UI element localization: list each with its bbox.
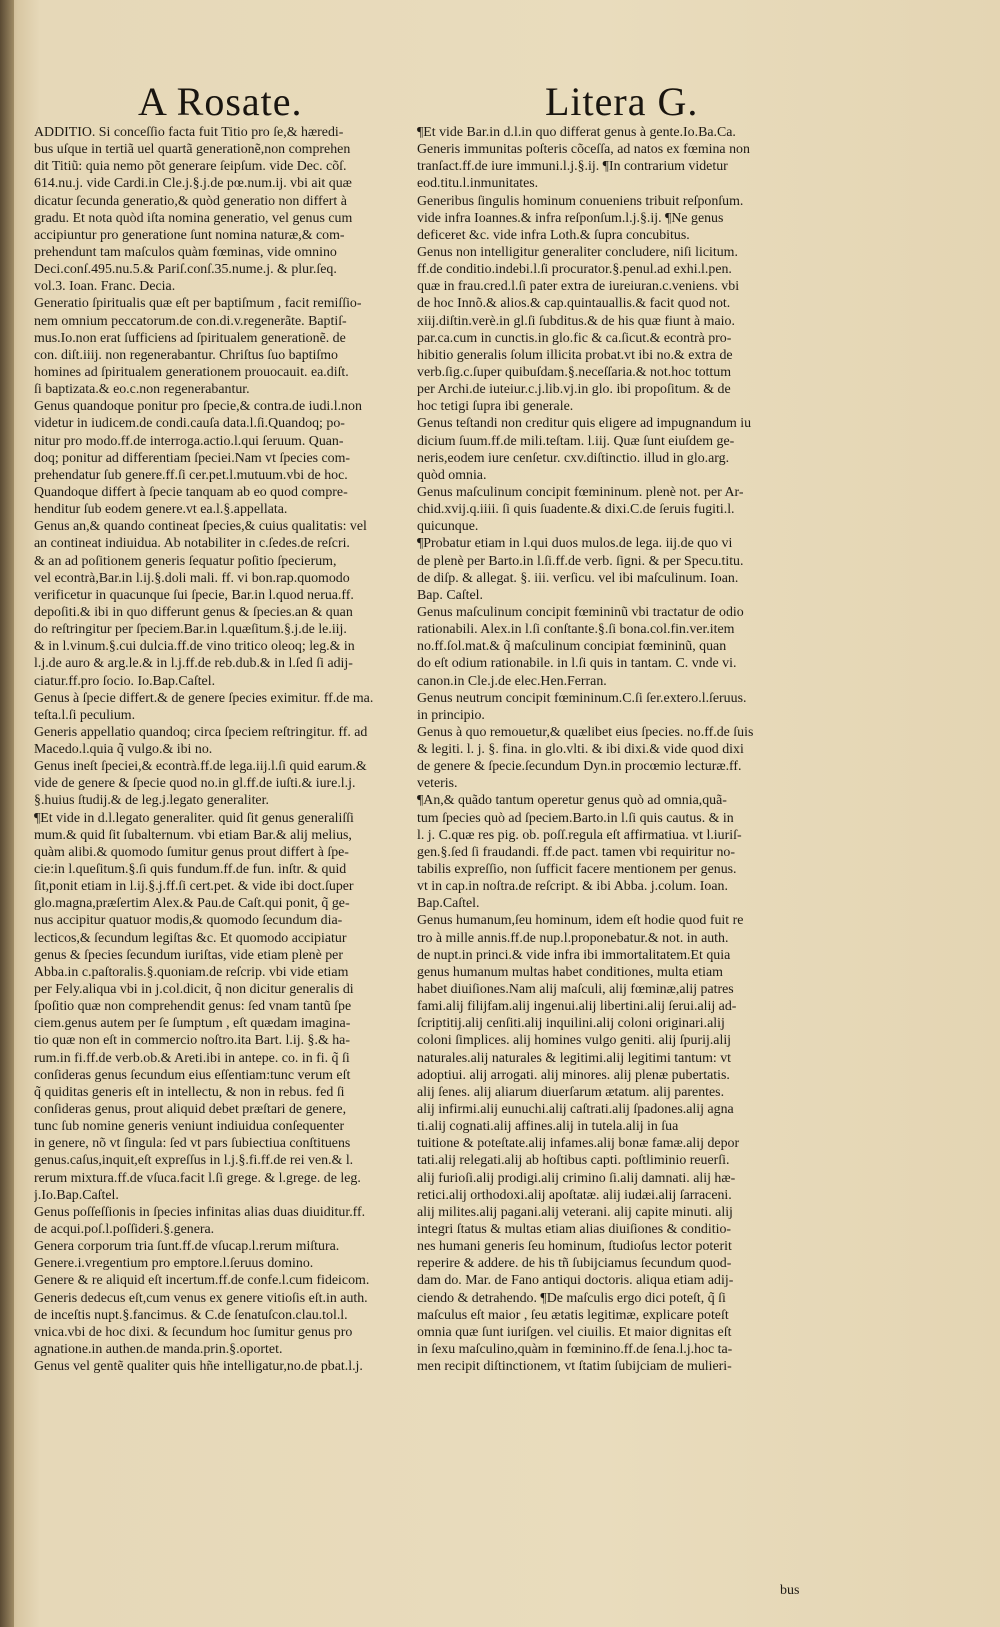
text-line: Generis immunitas poſteris cõceſſa, ad natos ex fœmina non bbox=[417, 142, 750, 158]
text-line: ciatur.ff.pro ſocio. Io.Bap.Caſtel. bbox=[34, 673, 216, 689]
text-line: ſpoſitio quæ non comprehendit genus: ſed vnam tantũ ſpe bbox=[34, 999, 352, 1015]
text-line: habet diuiſiones.Nam alij maſculi, alij fœminæ,alij patres bbox=[417, 982, 734, 998]
text-line: Genus neutrum concipit fœmininum.C.ſi ſer.extero.l.ſeruus. bbox=[417, 690, 747, 706]
text-line: Genus an,& quando contineat ſpecies,& cuius qualitatis: vel bbox=[34, 519, 367, 535]
text-line: Generatio ſpiritualis quæ eſt per baptiſmum , facit remiſſio- bbox=[34, 296, 362, 312]
text-line: Genus à quo remouetur,& quælibet eius ſpecies. no.ff.de ſuis bbox=[417, 724, 754, 740]
text-line: ciendo & detrahendo. ¶De maſculis ergo dici poteſt, q̃ ſi bbox=[417, 1290, 726, 1306]
text-line: vel econtrà,Bar.in l.ij.§.doli mali. ff. vi bon.rap.quomodo bbox=[34, 570, 350, 586]
text-line: alij infirmi.alij eunuchi.alij caſtrati.alij ſpadones.alij agna bbox=[417, 1102, 734, 1118]
text-line: Genus non intelligitur generaliter concludere, niſi licitum. bbox=[417, 244, 738, 260]
text-line: de nupt.in princi.& vide infra ibi immortalitatem.Et quia bbox=[417, 947, 731, 963]
text-line: deficeret &c. vide infra Loth.& ſupra concubitus. bbox=[417, 227, 690, 243]
text-line: alij furioſi.alij prodigi.alij crimino ſi.alij damnati. alij hæ- bbox=[417, 1170, 736, 1186]
text-line: dit Titiũ: quia nemo põt generare ſeipſum. vide Dec. cõſ. bbox=[34, 159, 347, 175]
text-line: de acqui.poſ.l.poſſideri.§.genera. bbox=[34, 1222, 215, 1237]
text-line: vol.3. Ioan. Franc. Decia. bbox=[34, 279, 176, 295]
text-line: glo.magna,præſertim Alex.& Pau.de Caſt.qui ponit, q̃ ge- bbox=[34, 896, 350, 912]
text-line: Genus humanum,ſeu hominum, idem eſt hodie quod fuit re bbox=[417, 913, 744, 929]
text-line: tunc ſub nomine generis veniunt indiuidua conſequenter bbox=[34, 1119, 345, 1135]
text-line: depoſiti.& ibi in quo differunt genus & ſpecies.an & quan bbox=[34, 604, 353, 620]
text-line: Genus teſtandi non creditur quis eligere ad impugnandum iu bbox=[417, 416, 752, 432]
text-line: eod.titu.l.inmunitates. bbox=[417, 176, 539, 192]
text-line: hoc tetigi ſupra ibi generale. bbox=[417, 399, 574, 415]
text-line: Genera corporum tria ſunt.ff.de vſucap.l.rerum miſtura. bbox=[34, 1239, 340, 1255]
text-line: Bap. Caſtel. bbox=[417, 587, 483, 603]
text-line: prehendunt tam maſculos quàm fœminas, vide omnino bbox=[34, 244, 337, 260]
text-line: ti.alij cognati.alij affines.alij in tutela.alij in ſua bbox=[417, 1119, 679, 1135]
text-line: ciem.genus autem per ſe ſumptum , eſt quædam imagina- bbox=[34, 1016, 351, 1032]
text-line: prehendatur ſub genere.ff.ſi cer.pet.l.mutuum.vbi de hoc. bbox=[34, 467, 348, 483]
text-line: de genere & ſpecie.ſecundum Dyn.in procœmio lecturæ.ff. bbox=[417, 759, 742, 775]
text-line: per Archi.de iuteiur.c.j.lib.vj.in glo. ibi propoſitum. & de bbox=[417, 382, 731, 398]
text-line: reperire & addere. de his tñ ſubijciamus ſecundum quod- bbox=[417, 1256, 732, 1272]
text-line: Genus à ſpecie differt.& de genere ſpecies eximitur. ff.de ma. bbox=[34, 690, 374, 706]
text-line: tum ſpecies quò ad ſpeciem.Barto.in l.ſi quis cautus. & in bbox=[417, 810, 734, 826]
text-line: chid.xvij.q.iiii. ſi quis ſuadente.& dixi.C.de ſeruis fugiti.l. bbox=[417, 502, 735, 518]
text-line: ſcriptitij.alij cenſiti.alij inquilini.alij coloni originari.alij bbox=[417, 1016, 725, 1032]
text-line: gradu. Et nota quòd iſta nomina generatio, vel genus cum bbox=[34, 210, 353, 226]
text-line: ADDITIO. Si conceſſio facta fuit Titio pro ſe,& hæredi- bbox=[34, 125, 344, 140]
text-line: canon.in Cle.j.de elec.Hen.Ferran. bbox=[417, 673, 607, 689]
text-line: Genus vel gentẽ qualiter quis hñe intelligatur,no.de pbat.l.j. bbox=[34, 1359, 363, 1375]
text-line: adoptiui. alij arrogati. alij minores. alij plenæ pubertatis. bbox=[417, 1067, 730, 1083]
catchword: bus bbox=[780, 1583, 800, 1598]
text-line: mum.& quid ſit ſubalternum. vbi etiam Bar.& alij melius, bbox=[34, 827, 352, 843]
text-line: Abba.in c.paſtoralis.§.quoniam.de reſcrip. vbi vide etiam bbox=[34, 964, 349, 980]
text-line: q̃ quiditas generis eſt in intellectu, & non in rebus. fed ſi bbox=[34, 1084, 345, 1100]
text-line: nitur pro modo.ff.de interroga.actio.l.qui ſeruum. Quan- bbox=[34, 433, 344, 449]
text-line: alij milites.alij pagani.alij veterani. alij capite minuti. alij bbox=[417, 1204, 733, 1220]
text-line: de inceſtis nupt.§.fancimus. & C.de ſenatuſcon.clau.tol.l. bbox=[34, 1307, 348, 1323]
text-line: ¶Et vide in d.l.legato generaliter. quid ſit genus generaliſſi bbox=[34, 810, 354, 826]
text-line: conſideras genus, prout aliquid debet præſtari de genere, bbox=[34, 1102, 347, 1118]
text-line: veteris. bbox=[417, 776, 458, 792]
text-line: §.huius ſtudij.& de leg.j.legato generaliter. bbox=[34, 793, 269, 809]
text-line: accipiuntur pro generatione ſunt nomina naturæ,& com- bbox=[34, 227, 345, 243]
text-line: in genere, nõ vt ſingula: ſed vt pars ſubiectiua conſtituens bbox=[34, 1136, 351, 1152]
text-line: nes humani generis ſeu hominum, ſtudioſus lector poterit bbox=[417, 1239, 732, 1255]
text-line: de plenè per Barto.in l.ſi.ff.de verb. ſigni. & per Specu.titu. bbox=[417, 553, 744, 569]
text-line: tuitione & poteſtate.alij infames.alij bonæ famæ.alij depor bbox=[417, 1136, 740, 1152]
right-column bbox=[417, 124, 864, 1375]
text-line: do eſt odium rationabile. in l.ſi quis in tantam. C. vnde vi. bbox=[417, 656, 737, 672]
text-line: ¶An,& quãdo tantum operetur genus quò ad omnia,quã- bbox=[417, 793, 727, 809]
text-line: vnica.vbi de hoc dixi. & ſecundum hoc ſumitur genus pro bbox=[34, 1324, 353, 1340]
text-line: mus.Io.non erat ſufficiens ad ſpiritualem generationẽ. de bbox=[34, 330, 346, 346]
text-line: Macedo.l.quia q̃ vulgo.& ibi no. bbox=[34, 742, 213, 758]
text-line: tro à mille annis.ff.de nup.l.proponebatur.& not. in auth. bbox=[417, 930, 729, 946]
text-line: Bap.Caſtel. bbox=[417, 896, 480, 912]
text-line: integri ſtatus & multas etiam alias diuiſiones & conditio- bbox=[417, 1222, 732, 1237]
text-line: Genere.i.vregentium pro emptore.l.ſeruus domino. bbox=[34, 1256, 314, 1272]
text-line: tati.alij relegati.alij ab hoſtibus capti. poſtliminio reuerſi. bbox=[417, 1153, 730, 1169]
text-line: verb.ſig.c.ſuper quibuſdam.§.neceſſaria.& not.hoc tottum bbox=[417, 364, 731, 380]
text-line: do reſtringitur per ſpeciem.Bar.in l.quæſitum.§.j.de le.iij. bbox=[34, 622, 347, 638]
text-line: verificetur in quacunque ſui ſpecie, Bar.in l.quod nerua.ff. bbox=[34, 587, 354, 603]
text-line: Genus maſculinum concipit fœmininum. plenè not. per Ar- bbox=[417, 484, 744, 500]
text-line: omnia quæ ſunt iuriſgen. vel ciuilis. Et maior dignitas eſt bbox=[417, 1324, 732, 1340]
text-line: videtur in iudicem.de condi.cauſa data.l.ſi.Quandoq; po- bbox=[34, 416, 345, 432]
text-line: 614.nu.j. vide Cardi.in Cle.j.§.j.de pœ.num.ij. vbi ait quæ bbox=[34, 176, 352, 192]
text-line: tio quæ non eſt in commercio noſtro.ita Bart. l.ij. §.& ha- bbox=[34, 1033, 350, 1049]
left-column bbox=[34, 124, 416, 1375]
text-line: con. diſt.iiij. non regenerabantur. Chriſtus ſuo baptiſmo bbox=[34, 347, 338, 363]
text-line: nus accipitur quatuor modis,& quomodo ſecundum dia- bbox=[34, 913, 343, 929]
text-line: Genus ineſt ſpeciei,& econtrà.ff.de lega.iij.l.ſi quid earum.& bbox=[34, 759, 367, 775]
text-line: maſculus eſt maior , ſeu ætatis legitimæ, explicare poteſt bbox=[417, 1307, 729, 1323]
text-line: naturales.alij naturales & legitimi.alij legitimi tantum: vt bbox=[417, 1050, 732, 1066]
text-line: genus humanum multas habet conditiones, multa etiam bbox=[417, 964, 723, 980]
text-line: de hoc Innõ.& alios.& cap.quintauallis.& facit quod not. bbox=[417, 296, 731, 312]
text-line: Generibus ſingulis hominum conueniens tribuit reſponſum. bbox=[417, 193, 744, 209]
text-line: Generis appellatio quandoq; circa ſpeciem reſtringitur. ff. ad bbox=[34, 724, 368, 740]
text-line: gen.§.ſed ſi fraudandi. ff.de pact. tamen vbi requiritur no- bbox=[417, 844, 735, 860]
text-line: retici.alij orthodoxi.alij apoſtatæ. alij iudæi.alij ſarraceni. bbox=[417, 1187, 732, 1203]
text-line: an contineat indiuidua. Ab notabiliter in c.ſedes.de reſcri. bbox=[34, 536, 350, 552]
text-line: l. j. C.quæ res pig. ob. poſſ.regula eſt affirmatiua. vt l.iuriſ- bbox=[417, 827, 742, 843]
text-line: ¶Et vide Bar.in d.l.in quo differat genus à gente.Io.Ba.Ca. bbox=[417, 125, 736, 140]
text-line: vide de genere & ſpecie quod no.in gl.ff.de iuſti.& iure.l.j. bbox=[34, 776, 356, 792]
text-line: quæ in frau.cred.l.ſi pater extra de iureiuran.c.veniens. vbi bbox=[417, 279, 740, 295]
text-line: dicatur ſecunda generatio,& quòd generatio non differt à bbox=[34, 193, 347, 209]
text-line: quòd omnia. bbox=[417, 467, 487, 483]
text-line: no.ff.ſol.mat.& q̃ maſculinum concipiat fœmininũ, quan bbox=[417, 639, 727, 655]
text-line: Genus maſculinum concipit fœmininũ vbi tractatur de odio bbox=[417, 604, 744, 620]
text-line: l.j.de auro & arg.le.& in l.j.ff.de reb.dub.& in l.ſed ſi adij- bbox=[34, 656, 353, 672]
text-line: genus & ſpecies ſecundum iuriſtas, vide etiam plenè per bbox=[34, 947, 343, 963]
text-line: rationabili. Alex.in l.ſi conſtante.§.ſi bona.col.fin.ver.item bbox=[417, 622, 735, 638]
text-line: lecticos,& ſecundum legiſtas &c. Et quomodo accipiatur bbox=[34, 930, 347, 946]
text-line: neris,eodem iure cenſetur. cxv.diſtinctio. illud in glo.arg. bbox=[417, 450, 730, 466]
text-line: ſit,ponit etiam in l.ij.§.j.ff.ſi cert.pet. & vide ibi doct.ſuper bbox=[34, 879, 354, 895]
text-line: coloni ſimplices. alij homines vulgo geniti. alij ſpurij.alij bbox=[417, 1033, 732, 1049]
text-line: par.ca.cum in cunctis.in glo.fic & ca.ſicut.& econtrà pro- bbox=[417, 330, 732, 346]
text-line: & an ad poſitionem generis ſequatur poſitio ſpecierum, bbox=[34, 553, 337, 569]
text-line: Genere & re aliquid eſt incertum.ff.de confe.l.cum fideicom. bbox=[34, 1273, 370, 1289]
text-line: bus uſque in tertiã uel quartã generationẽ,non comprehen bbox=[34, 142, 351, 158]
text-line: henditur ſub eodem genere.vt ea.l.§.appellata. bbox=[34, 502, 288, 518]
text-line: & in l.vinum.§.cui dulcia.ff.de vino tritico oleoq; leg.& in bbox=[34, 639, 355, 655]
text-line: conſideras genus ſecundum eius eſſentiam:tunc verum eſt bbox=[34, 1067, 351, 1083]
text-line: cie:in l.queſitum.§.ſi quis fundum.ff.de fun. inſtr. & quid bbox=[34, 862, 347, 878]
text-line: per Fely.aliqua vbi in j.col.dicit, q̃ non dicitur generalis di bbox=[34, 982, 354, 998]
text-line: men recipit diſtinctionem, vt ſtatim ſubijciam de mulieri- bbox=[417, 1359, 732, 1375]
running-head-right: Litera G. bbox=[545, 79, 699, 124]
text-line: nem omnium peccatorum.de con.di.v.regenerãte. Baptiſ- bbox=[34, 313, 347, 329]
text-line: Deci.conſ.495.nu.5.& Pariſ.conſ.35.nume.j. & plur.ſeq. bbox=[34, 262, 337, 278]
text-line: quàm alibi.& quomodo ſumitur genus prout differt à ſpe- bbox=[34, 844, 349, 860]
text-line: alij ſenes. alij aliarum diuerſarum ætatum. alij parentes. bbox=[417, 1084, 725, 1100]
text-line: xiij.diſtin.verè.in gl.ſi ſubditus.& de his quæ fiunt à maio. bbox=[417, 313, 735, 329]
text-line: Genus poſſeſſionis in ſpecies infinitas alias duas diuiditur.ff. bbox=[34, 1204, 366, 1220]
text-line: teſta.l.ſi peculium. bbox=[34, 707, 136, 723]
running-head-left: A Rosate. bbox=[138, 79, 303, 124]
text-line: ¶Probatur etiam in l.qui duos mulos.de lega. iij.de quo vi bbox=[417, 536, 733, 552]
text-line: quicunque. bbox=[417, 519, 479, 535]
text-line: homines ad ſpiritualem generationem prouocauit. ea.diſt. bbox=[34, 364, 349, 380]
text-line: in ſexu maſculino,quàm in fœminino.ff.de ſena.l.j.hoc ta- bbox=[417, 1341, 733, 1357]
text-line: agnatione.in authen.de manda.prin.§.oportet. bbox=[34, 1341, 283, 1357]
text-line: vt in cap.in noſtra.de reſcript. & ibi Abba. j.colum. Ioan. bbox=[417, 879, 728, 895]
text-line: ff.de conditio.indebi.l.ſi procurator.§.penul.ad exhi.l.pen. bbox=[417, 262, 732, 278]
text-line: in principio. bbox=[417, 707, 485, 723]
text-line: Quandoque differt à ſpecie tanquam ab eo quod compre- bbox=[34, 484, 348, 500]
text-line: de diſp. & allegat. §. iii. verſicu. vel ibi maſculinum. Ioan. bbox=[417, 570, 739, 586]
text-line: dam do. Mar. de Fano antiqui doctoris. aliqua etiam adij- bbox=[417, 1273, 734, 1289]
text-line: vide infra Ioannes.& infra reſponſum.l.j.§.ij. ¶Ne genus bbox=[417, 210, 724, 226]
text-line: doq; ponitur ad differentiam ſpeciei.Nam vt ſpecies com- bbox=[34, 450, 351, 466]
text-line: fami.alij filijfam.alij ingenui.alij libertini.alij ſerui.alij ad- bbox=[417, 999, 737, 1015]
text-line: j.Io.Bap.Caſtel. bbox=[34, 1187, 119, 1203]
text-line: tranſact.ff.de iure immuni.l.j.§.ij. ¶In contrarium videtur bbox=[417, 159, 728, 175]
text-line: tabilis expreſſio, non ſufficit facere mentionem per genus. bbox=[417, 862, 737, 878]
text-line: Generis dedecus eſt,cum venus ex genere vitioſis eſt.in auth. bbox=[34, 1290, 368, 1306]
text-line: genus.caſus,inquit,eſt expreſſus in l.j.§.fi.ff.de rei ven.& l. bbox=[34, 1153, 354, 1169]
binding-gutter bbox=[0, 0, 14, 1627]
text-line: ſi baptizata.& eo.c.non regenerabantur. bbox=[34, 382, 250, 398]
text-line: Genus quandoque ponitur pro ſpecie,& contra.de iudi.l.non bbox=[34, 399, 362, 415]
text-line: dicium ſuum.ff.de mili.teſtam. l.iij. Quæ ſunt eiuſdem ge- bbox=[417, 433, 735, 449]
text-line: rerum mixtura.ff.de vſuca.facit l.ſi grege. & l.grege. de leg. bbox=[34, 1170, 361, 1186]
text-line: hibitio generalis ſolum illicita probat.vt ibi no.& extra de bbox=[417, 347, 733, 363]
text-line: rum.in fi.ff.de verb.ob.& Areti.ibi in antepe. co. in fi. q̃ ſi bbox=[34, 1050, 350, 1066]
text-line: & legiti. l. j. §. fina. in glo.vlti. & ibi dixi.& vide quod dixi bbox=[417, 742, 744, 758]
